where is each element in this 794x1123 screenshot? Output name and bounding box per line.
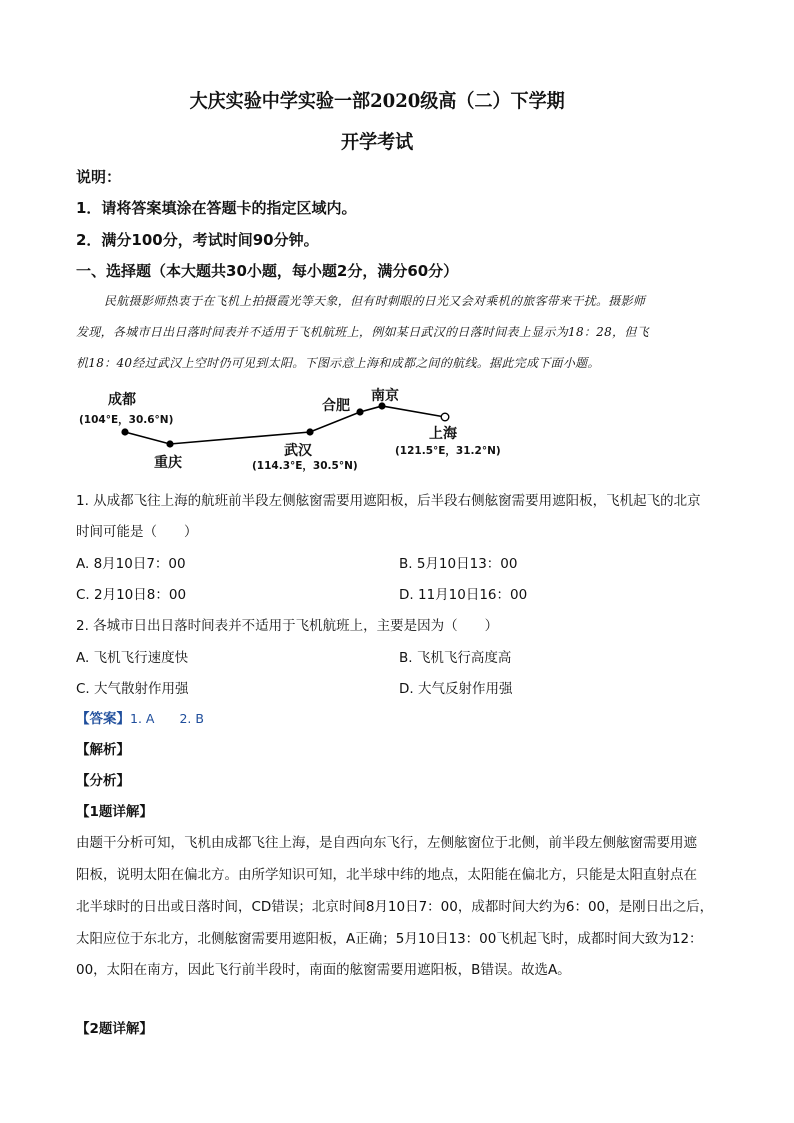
city-label-nanjing: 南京 <box>371 388 399 404</box>
city-label-chengdu: 成都 <box>108 392 136 408</box>
detail-1-line-2: 阳板，说明太阳在偏北方。由所学知识可知，北半球中纬的地点，太阳能在偏北方，只能是太阳直射点在 <box>76 867 697 883</box>
city-label-wuhan: 武汉 <box>284 443 312 459</box>
detail-1-line-3: 北半球时的日出或日落时间，CD错误；北京时间8月10日7：00，成都时间大约为6：00，是刚日出之后， <box>76 899 714 915</box>
coord-label-shanghai: (121.5°E，31.2°N) <box>395 445 501 457</box>
detail-1-line-5: 00，太阳在南方，因此飞行前半段时，南面的舷窗需要用遮阳板，B错误。故选A。 <box>76 962 571 978</box>
q1-option-d: D. 11月10日16：00 <box>399 587 528 603</box>
section-heading: 一、选择题（本大题共30小题，每小题2分，满分60分） <box>76 262 459 280</box>
detail-2-label: 【2题详解】 <box>76 1021 153 1037</box>
q2-option-a: A. 飞机飞行速度快 <box>76 650 189 666</box>
chongqing-point <box>166 440 173 447</box>
answer-line <box>76 707 204 727</box>
coord-label-chengdu: (104°E，30.6°N) <box>79 414 174 426</box>
q1-option-b: B. 5月10日13：00 <box>399 556 518 572</box>
hefei-point <box>356 408 363 415</box>
q2-option-d: D. 大气反射作用强 <box>399 681 513 697</box>
q2-option-b: B. 飞机飞行高度高 <box>399 650 512 666</box>
answer-values: 1. A 2. B <box>130 711 204 726</box>
q1-option-c: C. 2月10日8：00 <box>76 587 187 603</box>
detail-1-label: 【1题详解】 <box>76 804 153 820</box>
page-subtitle: 开学考试 <box>341 131 414 153</box>
page-title: 大庆实验中学实验一部2020级高（二）下学期 <box>189 90 565 112</box>
intro-line-1: 民航摄影师热衷于在飞机上拍摄霞光等天象，但有时刺眼的日光又会对乘机的旅客带来干扰。摄影师 <box>104 294 646 308</box>
q2-stem: 2. 各城市日出日落时间表并不适用于飞机航班上，主要是因为（ ） <box>76 618 499 634</box>
city-label-hefei: 合肥 <box>322 398 350 414</box>
coord-label-wuhan: (114.3°E，30.5°N) <box>252 460 358 472</box>
chengdu-point <box>121 428 128 435</box>
analysis-sub-label: 【分析】 <box>76 773 130 789</box>
intro-line-2: 发现，各城市日出日落时间表并不适用于飞机航班上，例如某日武汉的日落时间表上显示为18：28，但飞 <box>76 325 649 339</box>
intro-line-3: 机18：40经过武汉上空时仍可见到太阳。下图示意上海和成都之间的航线。据此完成下面小题。 <box>76 356 600 370</box>
detail-1-line-4: 太阳应位于东北方，北侧舷窗需要用遮阳板，A正确；5月10日13：00飞机起飞时，成都时间大致为12： <box>76 931 703 947</box>
notes-item-1: 1．请将答案填涂在答题卡的指定区域内。 <box>76 199 357 217</box>
q1-stem-line-2: 时间可能是（ ） <box>76 524 198 540</box>
shanghai-point <box>441 413 449 421</box>
q1-option-a: A. 8月10日7：00 <box>76 556 186 572</box>
city-label-shanghai: 上海 <box>429 426 457 442</box>
detail-1-line-1: 由题干分析可知，飞机由成都飞往上海，是自西向东飞行，左侧舷窗位于北侧，前半段左侧舷窗需要用遮 <box>76 835 697 851</box>
notes-label: 说明： <box>76 168 122 186</box>
city-label-chongqing: 重庆 <box>154 455 182 471</box>
notes-item-2: 2．满分100分，考试时间90分钟。 <box>76 231 319 249</box>
q1-stem-line-1: 1. 从成都飞往上海的航班前半段左侧舷窗需要用遮阳板，后半段右侧舷窗需要用遮阳板，飞机起飞的北京 <box>76 493 701 509</box>
q2-option-c: C. 大气散射作用强 <box>76 681 189 697</box>
answer-label: 【答案】 <box>76 711 130 727</box>
wuhan-point <box>306 428 313 435</box>
analysis-label: 【解析】 <box>76 742 130 758</box>
